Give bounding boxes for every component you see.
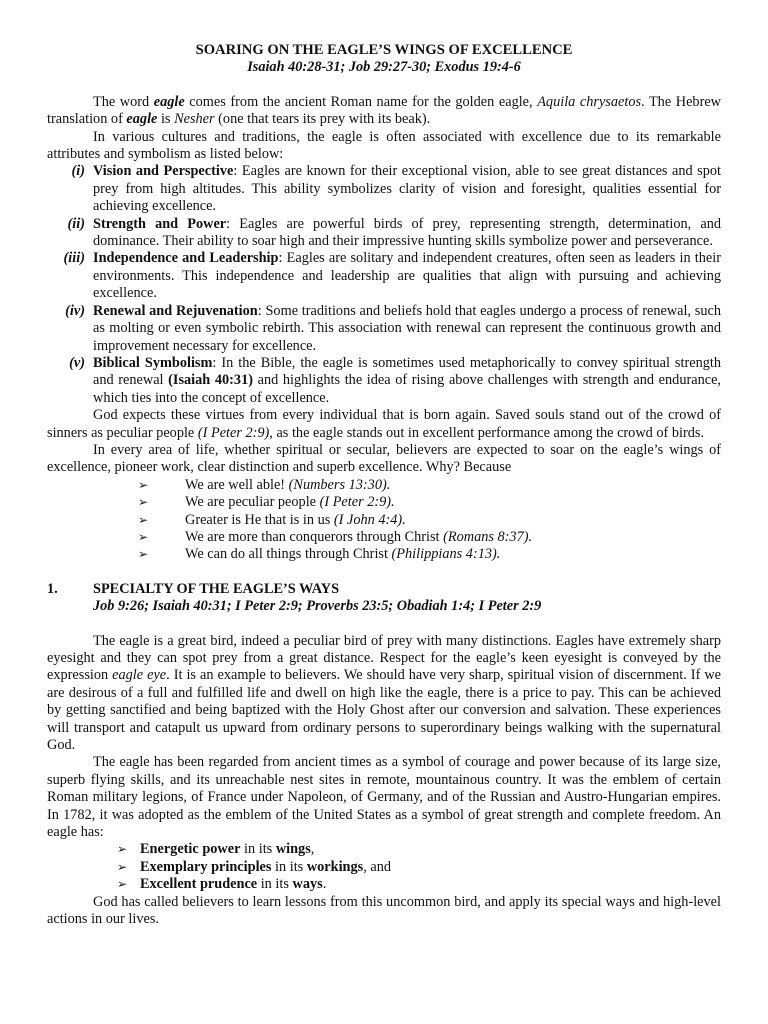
every-area-paragraph: In every area of life, whether spiritual or secular, believers are expected to soar on the eagle’s wings of excellence, pioneer work, clear distinction and superb excellence. Why? Because (47, 441, 721, 476)
section-paragraph-2: The eagle has been regarded from ancient times as a symbol of courage and power because of its large size, superb flying skills, and its unreachable nest sites in remote, mountainous country. It was the emblem of certain Roman military legions, of France under Napoleon, of Germany, and of the Russian and Austro-Hungarian empires. In 1782, it was adopted as the emblem of the United States as a symbol of great strength and complete freedom. An eagle has: (47, 754, 721, 841)
list-item: ➢ We are well able! (Numbers 13:30). (138, 476, 391, 493)
section-paragraph-1: The eagle is a great bird, indeed a peculiar bird of prey with many distinctions. Eagles have extremely sharp eyesight and they can spot prey from a great distance. Respect for the eagle’s keen eyesight is conveyed by the expression eagle eye. It is an example to believers. We should have very sharp, spiritual vision of discernment. If we are desirous of a full and fulfilled life and dwell on high like the eagle, there is a price to pay. This can be achieved by getting sanctified and being baptized with the Holy Ghost after our conversion and salvation. These experiences will transport and catapult us upward from ordinary persons to superordinary beings walking with the supernatural God. (47, 632, 721, 754)
list-item: (iii) Independence and Leadership: Eagles are solitary and independent creatures, often seen as leaders in their environments. This independence and leadership are qualities that align with pursuing and achieving excellence. (63, 250, 721, 302)
section-title: SPECIALTY OF THE EAGLE’S WAYS (93, 580, 340, 597)
section-number: 1. (47, 580, 58, 597)
section-paragraph-3: God has called believers to learn lessons from this uncommon bird, and apply its special ways and high-level actions in our lives. (47, 893, 721, 928)
list-item: ➢ Greater is He that is in us (I John 4:4). (138, 511, 406, 528)
list-item: (iv) Renewal and Rejuvenation: Some traditions and beliefs hold that eagles undergo a process of renewal, such as molting or even symbolic rebirth. This association with renewal can represent the continuous growth and improvement necessary for excellence. (65, 302, 722, 354)
attributes-list (47, 163, 721, 407)
section-heading (47, 581, 721, 598)
list-item: ➢ Excellent prudence in its ways. (117, 876, 327, 893)
intro-paragraph-2: In various cultures and traditions, the eagle is often associated with excellence due to its remarkable attributes and symbolism as listed below: (47, 128, 721, 163)
list-item: ➢ Exemplary principles in its workings, and (117, 858, 392, 875)
arrow-bullet-icon: ➢ (138, 547, 149, 562)
list-item: (ii) Strength and Power: Eagles are powerful birds of prey, representing strength, determination, and dominance. Their ability to soar high and their impressive hunting skills symbolize power and perseverance. (67, 215, 721, 250)
title-scripture-refs: Isaiah 40:28-31; Job 29:27-30; Exodus 19:4-6 (247, 59, 521, 76)
list-item: (v) Biblical Symbolism: In the Bible, the eagle is sometimes used metaphorically to convey spiritual strength and renewal (Isaiah 40:31) and highlights the idea of rising above challenges with strength and endurance, which ties into the concept of excellence. (69, 354, 721, 406)
virtues-paragraph: God expects these virtues from every individual that is born again. Saved souls stand out of the crowd of sinners as peculiar people (I Peter 2:9), as the eagle stands out in excellent performance among the crowd of birds. (47, 407, 721, 441)
arrow-bullet-icon: ➢ (138, 495, 149, 510)
document-title: SOARING ON THE EAGLE’S WINGS OF EXCELLENCE (195, 42, 573, 58)
because-list (47, 477, 721, 564)
arrow-bullet-icon: ➢ (117, 842, 128, 857)
list-item: ➢ Energetic power in its wings, (117, 841, 315, 858)
arrow-bullet-icon: ➢ (138, 477, 149, 492)
list-item: (i) Vision and Perspective: Eagles are known for their exceptional vision, able to see great distances and spot prey from high altitudes. This ability symbolizes clarity of vision and foresight, qualities essential for achieving excellence. (71, 163, 721, 215)
arrow-bullet-icon: ➢ (138, 512, 149, 527)
section-scripture-refs: Job 9:26; Isaiah 40:31; I Peter 2:9; Proverbs 23:5; Obadiah 1:4; I Peter 2:9 (93, 598, 542, 615)
arrow-bullet-icon: ➢ (138, 529, 149, 544)
intro-paragraph-1: The word eagle comes from the ancient Roman name for the golden eagle, Aquila chrysaetos. The Hebrew translation of eagle is Nesher (one that tears its prey with its beak). (47, 93, 721, 128)
list-item: ➢ We are more than conquerors through Christ (Romans 8:37). (138, 528, 533, 545)
list-item: ➢ We can do all things through Christ (Philippians 4:13). (138, 546, 501, 563)
arrow-bullet-icon: ➢ (117, 859, 128, 874)
arrow-bullet-icon: ➢ (117, 877, 128, 892)
document-page (47, 42, 721, 929)
eagle-has-list (47, 841, 721, 893)
list-item: ➢ We are peculiar people (I Peter 2:9). (138, 494, 395, 511)
